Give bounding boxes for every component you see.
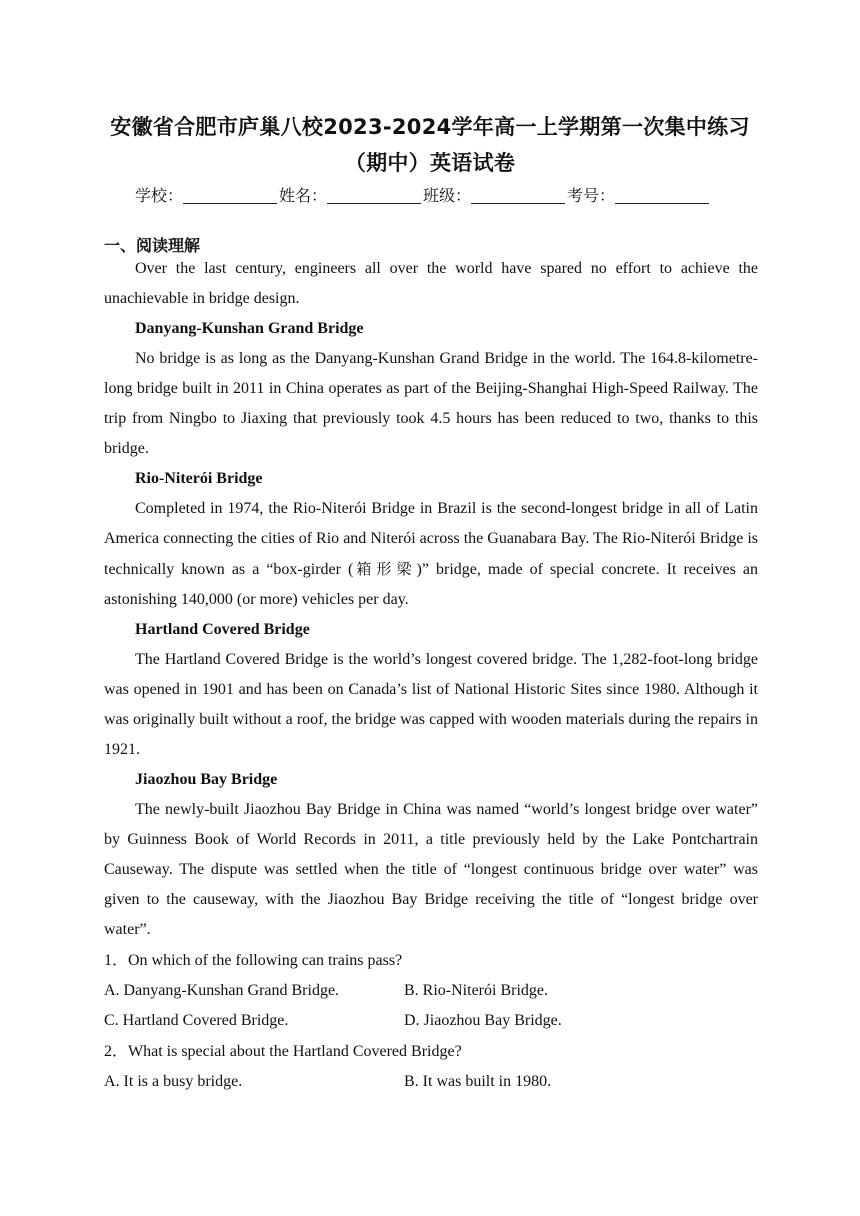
bridge-text-part: Completed in 1974, the Rio-Niterói Bridge in Brazil is the second-longest bridge in all of Latin America connecting the cities of Rio and Niterói across the Guanabara Bay. The Rio-Niterói Bridge is technically known as a “box-girder ( — [104, 500, 758, 578]
bridge-paragraph: The Hartland Covered Bridge is the world’s longest covered bridge. The 1,282-foot-long bridge was opened in 1901 and has been on Canada’s list of National Historic Sites since 1980. Although it was originally built without a roof, the bridge was capped with wooden materials during the repairs in 1921. — [104, 651, 758, 758]
school-label: 学校： — [135, 186, 184, 205]
option-c[interactable]: C. Hartland Covered Bridge. — [104, 1012, 289, 1029]
class-blank[interactable] — [471, 186, 565, 204]
chinese-annotation: 箱形梁 — [353, 560, 417, 578]
passage-intro: Over the last century, engineers all over the world have spared no effort to achieve the unachievable in bridge design. — [104, 260, 758, 307]
option-row — [104, 976, 758, 1006]
name-blank[interactable] — [327, 186, 421, 204]
name-label: 姓名： — [279, 186, 328, 205]
bridge-heading: Danyang-Kunshan Grand Bridge — [135, 320, 364, 337]
exam-title-line1: 安徽省合肥市庐巢八校2023-2024学年高一上学期第一次集中练习 — [110, 115, 750, 139]
question-stem: 2．What is special about the Hartland Covered Bridge? — [104, 1043, 462, 1060]
option-a[interactable]: A. Danyang-Kunshan Grand Bridge. — [104, 982, 340, 999]
option-row — [104, 1067, 758, 1097]
school-blank[interactable] — [183, 186, 277, 204]
class-label: 班级： — [423, 186, 472, 205]
option-b[interactable]: B. It was built in 1980. — [404, 1073, 552, 1090]
bridge-heading: Hartland Covered Bridge — [135, 621, 310, 638]
bridge-paragraph: The newly-built Jiaozhou Bay Bridge in China was named “world’s longest bridge over water” by Guinness Book of World Records in 2011, a title previously held by the Lake Pontchartrain Causeway. The dispute was settled when the title of “longest continuous bridge over water” was given to the causeway, with the Jiaozhou Bay Bridge receiving the title of “longest bridge over water”. — [104, 801, 758, 938]
bridge-heading: Rio-Niterói Bridge — [135, 470, 263, 487]
option-d[interactable]: D. Jiaozhou Bay Bridge. — [404, 1012, 562, 1029]
reading-passage — [104, 254, 758, 1097]
exam-number-blank[interactable] — [615, 186, 709, 204]
exam-number-label: 考号： — [567, 186, 616, 205]
exam-title-line2: （期中）英语试卷 — [344, 151, 516, 175]
option-b[interactable]: B. Rio-Niterói Bridge. — [404, 982, 548, 999]
bridge-paragraph: No bridge is as long as the Danyang-Kunshan Grand Bridge in the world. The 164.8-kilometre-long bridge built in 2011 in China operates as part of the Beijing-Shanghai High-Speed Railway. The trip from Ningbo to Jiaxing that previously took 4.5 hours has been reduced to two, thanks to this bridge. — [104, 350, 758, 457]
student-info-line — [135, 183, 711, 206]
section-heading-reading: 一、阅读理解 — [104, 236, 201, 255]
option-row — [104, 1006, 758, 1036]
option-a[interactable]: A. It is a busy bridge. — [104, 1073, 243, 1090]
bridge-text-part: )” bridge, made of special concrete. It receives an astonishing 140,000 (or more) vehicles per day. — [104, 561, 758, 608]
question-stem: 1．On which of the following can trains pass? — [104, 952, 403, 969]
bridge-paragraph — [104, 494, 758, 615]
bridge-heading: Jiaozhou Bay Bridge — [135, 771, 278, 788]
